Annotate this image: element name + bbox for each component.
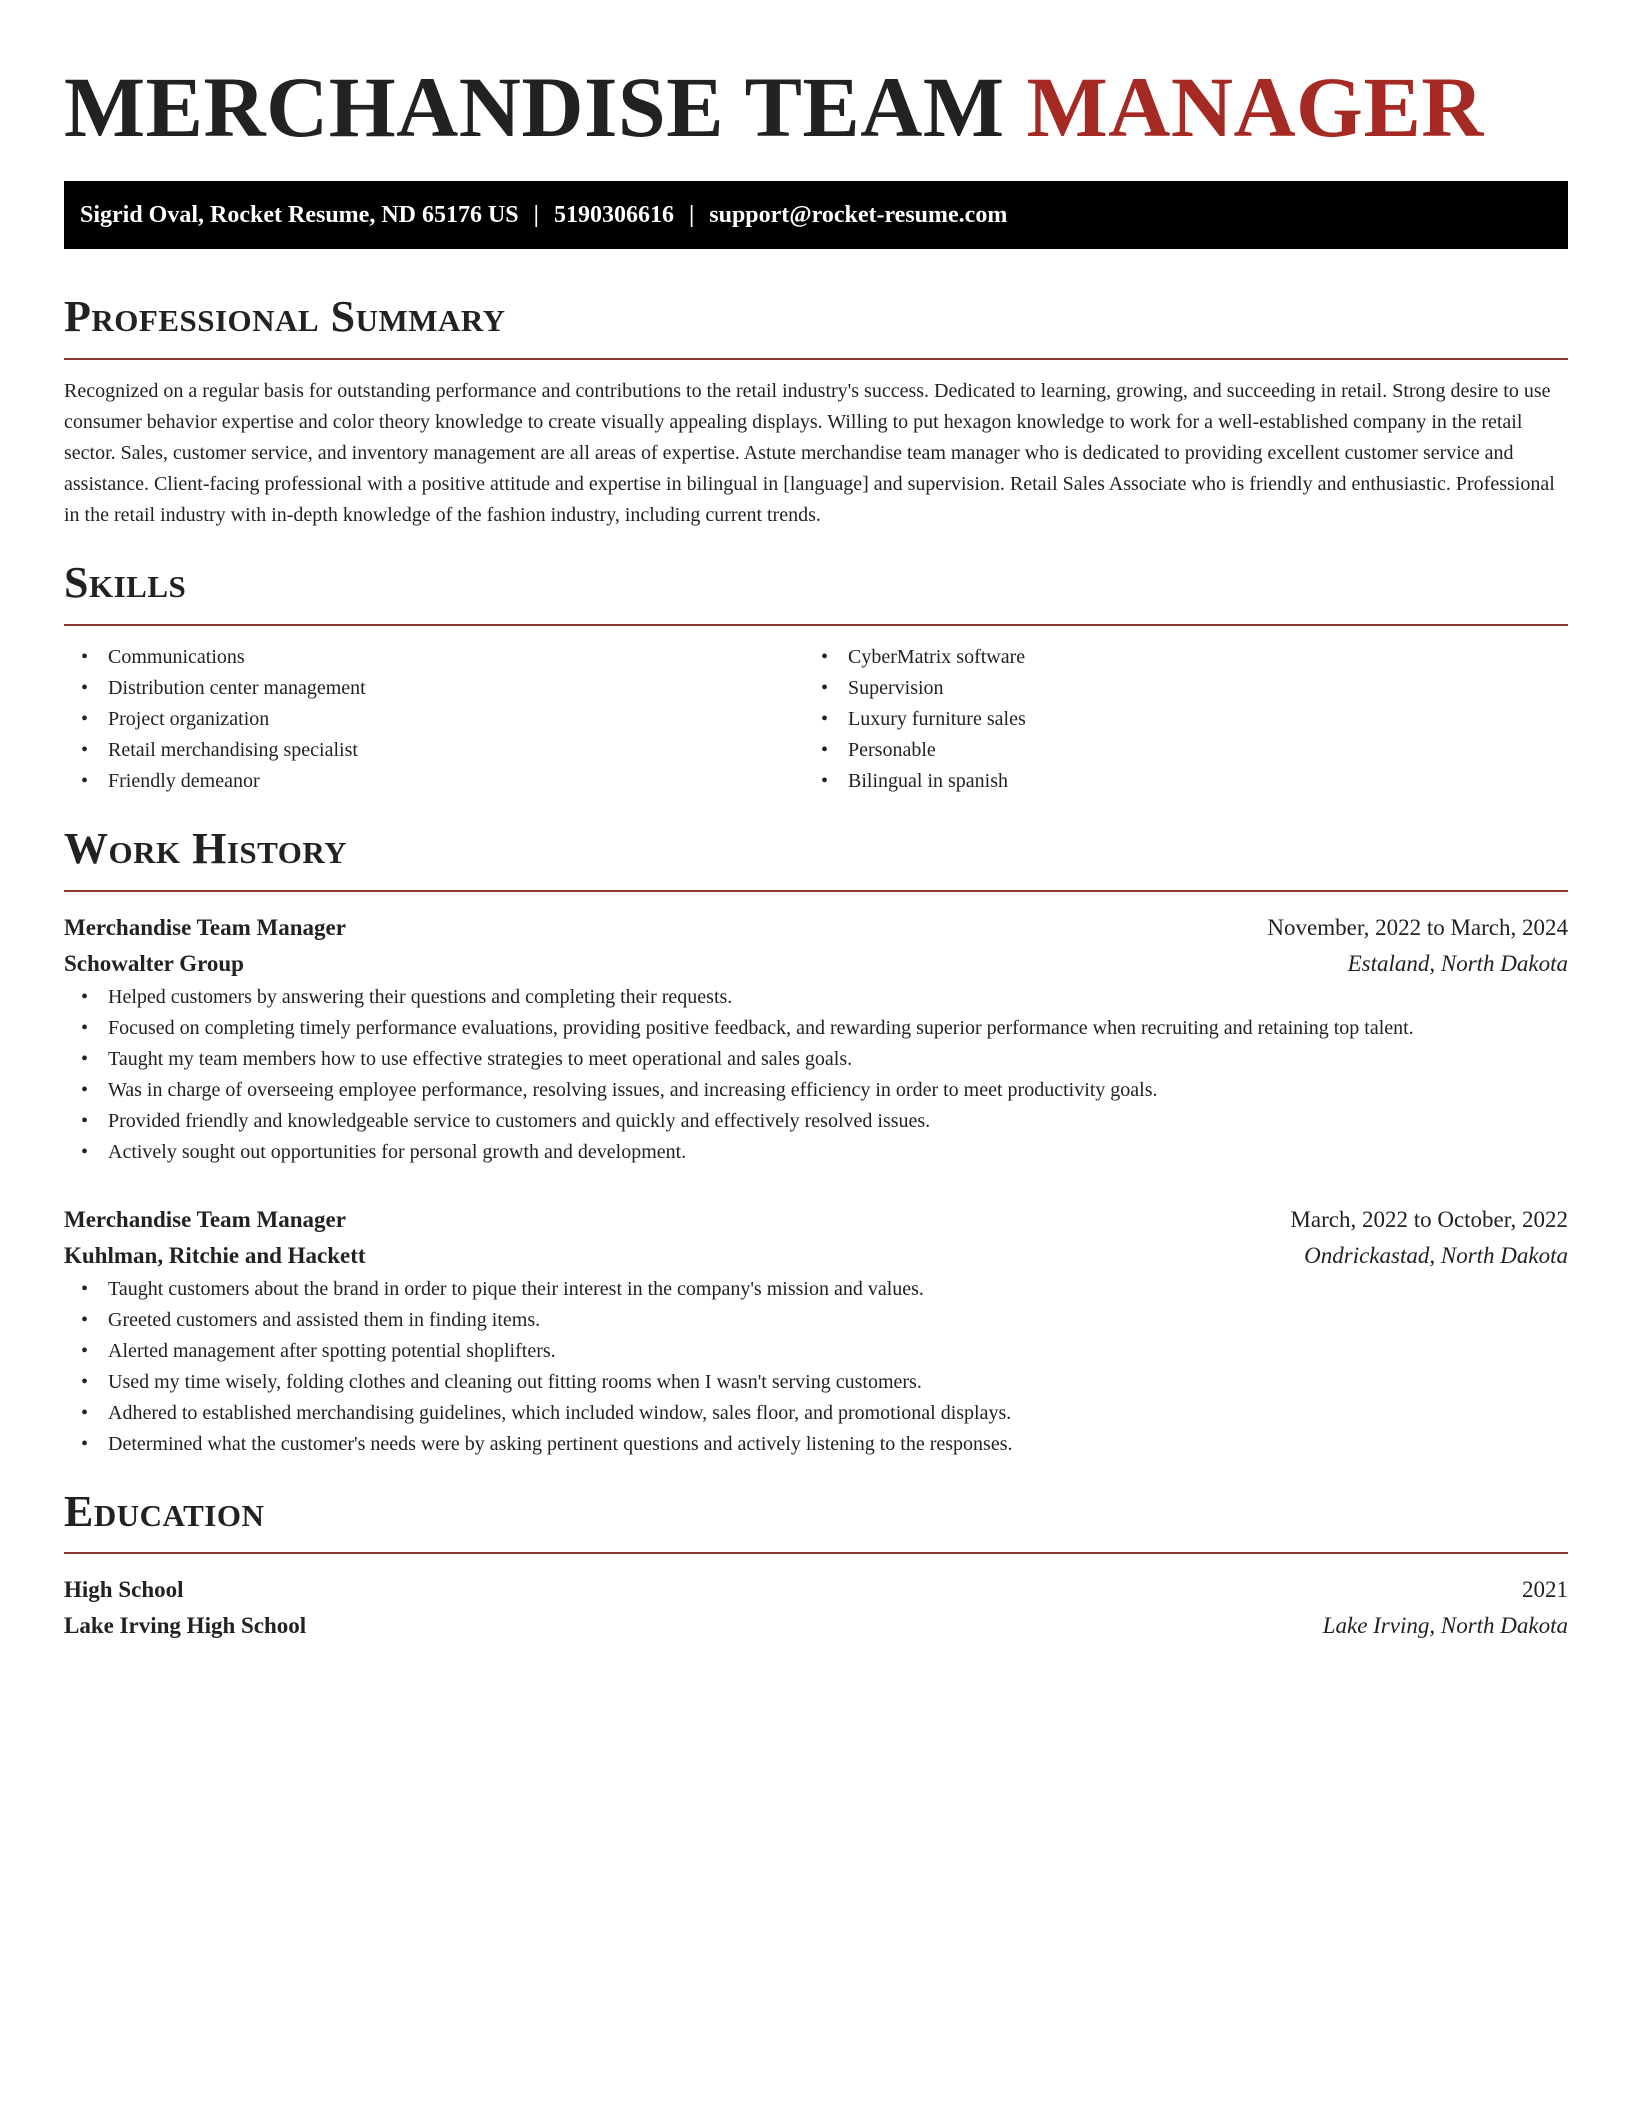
title-accent: MANAGER [1026, 59, 1484, 155]
job-title: Merchandise Team Manager [64, 914, 346, 940]
section-divider [64, 890, 1568, 892]
job-dates: November, 2022 to March, 2024 [1267, 914, 1568, 940]
skills-grid [64, 642, 1568, 797]
resume-page [64, 0, 1568, 1644]
section-divider [64, 1552, 1568, 1554]
skill-item: • Communications [64, 642, 804, 673]
contact-bar [64, 181, 1568, 249]
education-school: Lake Irving High School [64, 1613, 307, 1639]
job-duty: • Actively sought out opportunities for personal growth and development. [64, 1137, 1568, 1168]
skill-item: • CyberMatrix software [804, 642, 1544, 673]
summary-text: Recognized on a regular basis for outstanding performance and contributions to the retail industry's success. Dedicated to learning, growing, and succeeding in retail. Strong desire to use consumer behavior expertise and color theory knowledge to create visually appealing displays. Willing to put hexagon knowledge to work for a well-established company in the retail sector. Sales, customer service, and inventory management are all areas of expertise. Astute merchandise team manager who is dedicated to providing excellent customer service and assistance. Client-facing professional with a positive attitude and expertise in bilingual in [language] and supervision. Retail Sales Associate who is friendly and enthusiastic. Professional in the retail industry with in-depth knowledge of the fashion industry, including current trends. [64, 379, 1555, 526]
job-title: Merchandise Team Manager [64, 1206, 346, 1232]
job-duty: • Taught my team members how to use effective strategies to meet operational and sales goals. [64, 1044, 1568, 1075]
job-company: Kuhlman, Ritchie and Hackett [64, 1242, 366, 1268]
section-divider [64, 358, 1568, 360]
job-entry [64, 910, 1568, 1168]
job-location: Estaland, North Dakota [1347, 950, 1568, 976]
job-company-row [64, 946, 1568, 982]
job-duty: • Greeted customers and assisted them in finding items. [64, 1305, 1568, 1336]
skills-section [64, 557, 1568, 797]
skill-item: • Supervision [804, 673, 1544, 704]
skill-item: • Retail merchandising specialist [64, 735, 804, 766]
job-company: Schowalter Group [64, 950, 244, 976]
skill-item: • Personable [804, 735, 1544, 766]
skill-item: • Friendly demeanor [64, 766, 804, 797]
education-location: Lake Irving, North Dakota [1322, 1613, 1568, 1639]
job-duty: • Focused on completing timely performance evaluations, providing positive feedback, and rewarding superior performance when recruiting and retaining top talent. [64, 1013, 1568, 1044]
job-company-row [64, 1238, 1568, 1274]
education-heading: Education [64, 1486, 265, 1536]
summary-heading: Professional Summary [64, 292, 506, 342]
work-history-section [64, 823, 1568, 1460]
skills-heading: Skills [64, 557, 187, 607]
resume-title [64, 56, 1568, 159]
skills-list-left [64, 642, 804, 797]
skill-item: • Bilingual in spanish [804, 766, 1544, 797]
education-entry [64, 1572, 1568, 1644]
education-degree-row [64, 1572, 1568, 1608]
education-section [64, 1486, 1568, 1645]
contact-phone: 5190306616 [553, 201, 674, 228]
skill-item: • Project organization [64, 704, 804, 735]
job-duty: • Alerted management after spotting potential shoplifters. [64, 1336, 1568, 1367]
contact-separator: | [688, 201, 695, 228]
title-main: MERCHANDISE TEAM [64, 59, 1005, 155]
education-year: 2021 [1522, 1577, 1568, 1603]
job-title-row [64, 910, 1568, 946]
job-location: Ondrickastad, North Dakota [1304, 1242, 1568, 1268]
contact-email[interactable]: support@rocket-resume.com [709, 201, 1008, 228]
job-duty: • Provided friendly and knowledgeable service to customers and quickly and effectively resolved issues. [64, 1106, 1568, 1137]
section-divider [64, 624, 1568, 626]
job-duties [64, 982, 1568, 1168]
job-title-row [64, 1202, 1568, 1238]
job-duty: • Determined what the customer's needs were by asking pertinent questions and actively listening to the responses. [64, 1429, 1568, 1460]
job-duty: • Was in charge of overseeing employee performance, resolving issues, and increasing efficiency in order to meet productivity goals. [64, 1075, 1568, 1106]
job-duty: • Used my time wisely, folding clothes and cleaning out fitting rooms when I wasn't serving customers. [64, 1367, 1568, 1398]
contact-separator: | [533, 201, 539, 228]
contact-address: Sigrid Oval, Rocket Resume, ND 65176 US [80, 201, 519, 228]
job-duties [64, 1274, 1568, 1460]
work-history-heading: Work History [64, 823, 348, 873]
job-duty: • Taught customers about the brand in order to pique their interest in the company's mission and values. [64, 1274, 1568, 1305]
job-duty: • Helped customers by answering their questions and completing their requests. [64, 982, 1568, 1013]
job-duty: • Adhered to established merchandising guidelines, which included window, sales floor, and promotional displays. [64, 1398, 1568, 1429]
education-school-row [64, 1608, 1568, 1644]
skill-item: • Distribution center management [64, 673, 804, 704]
job-entry [64, 1202, 1568, 1460]
skills-list-right [804, 642, 1544, 797]
summary-section [64, 291, 1568, 531]
job-dates: March, 2022 to October, 2022 [1290, 1206, 1568, 1232]
skill-item: • Luxury furniture sales [804, 704, 1544, 735]
education-degree: High School [64, 1577, 184, 1603]
